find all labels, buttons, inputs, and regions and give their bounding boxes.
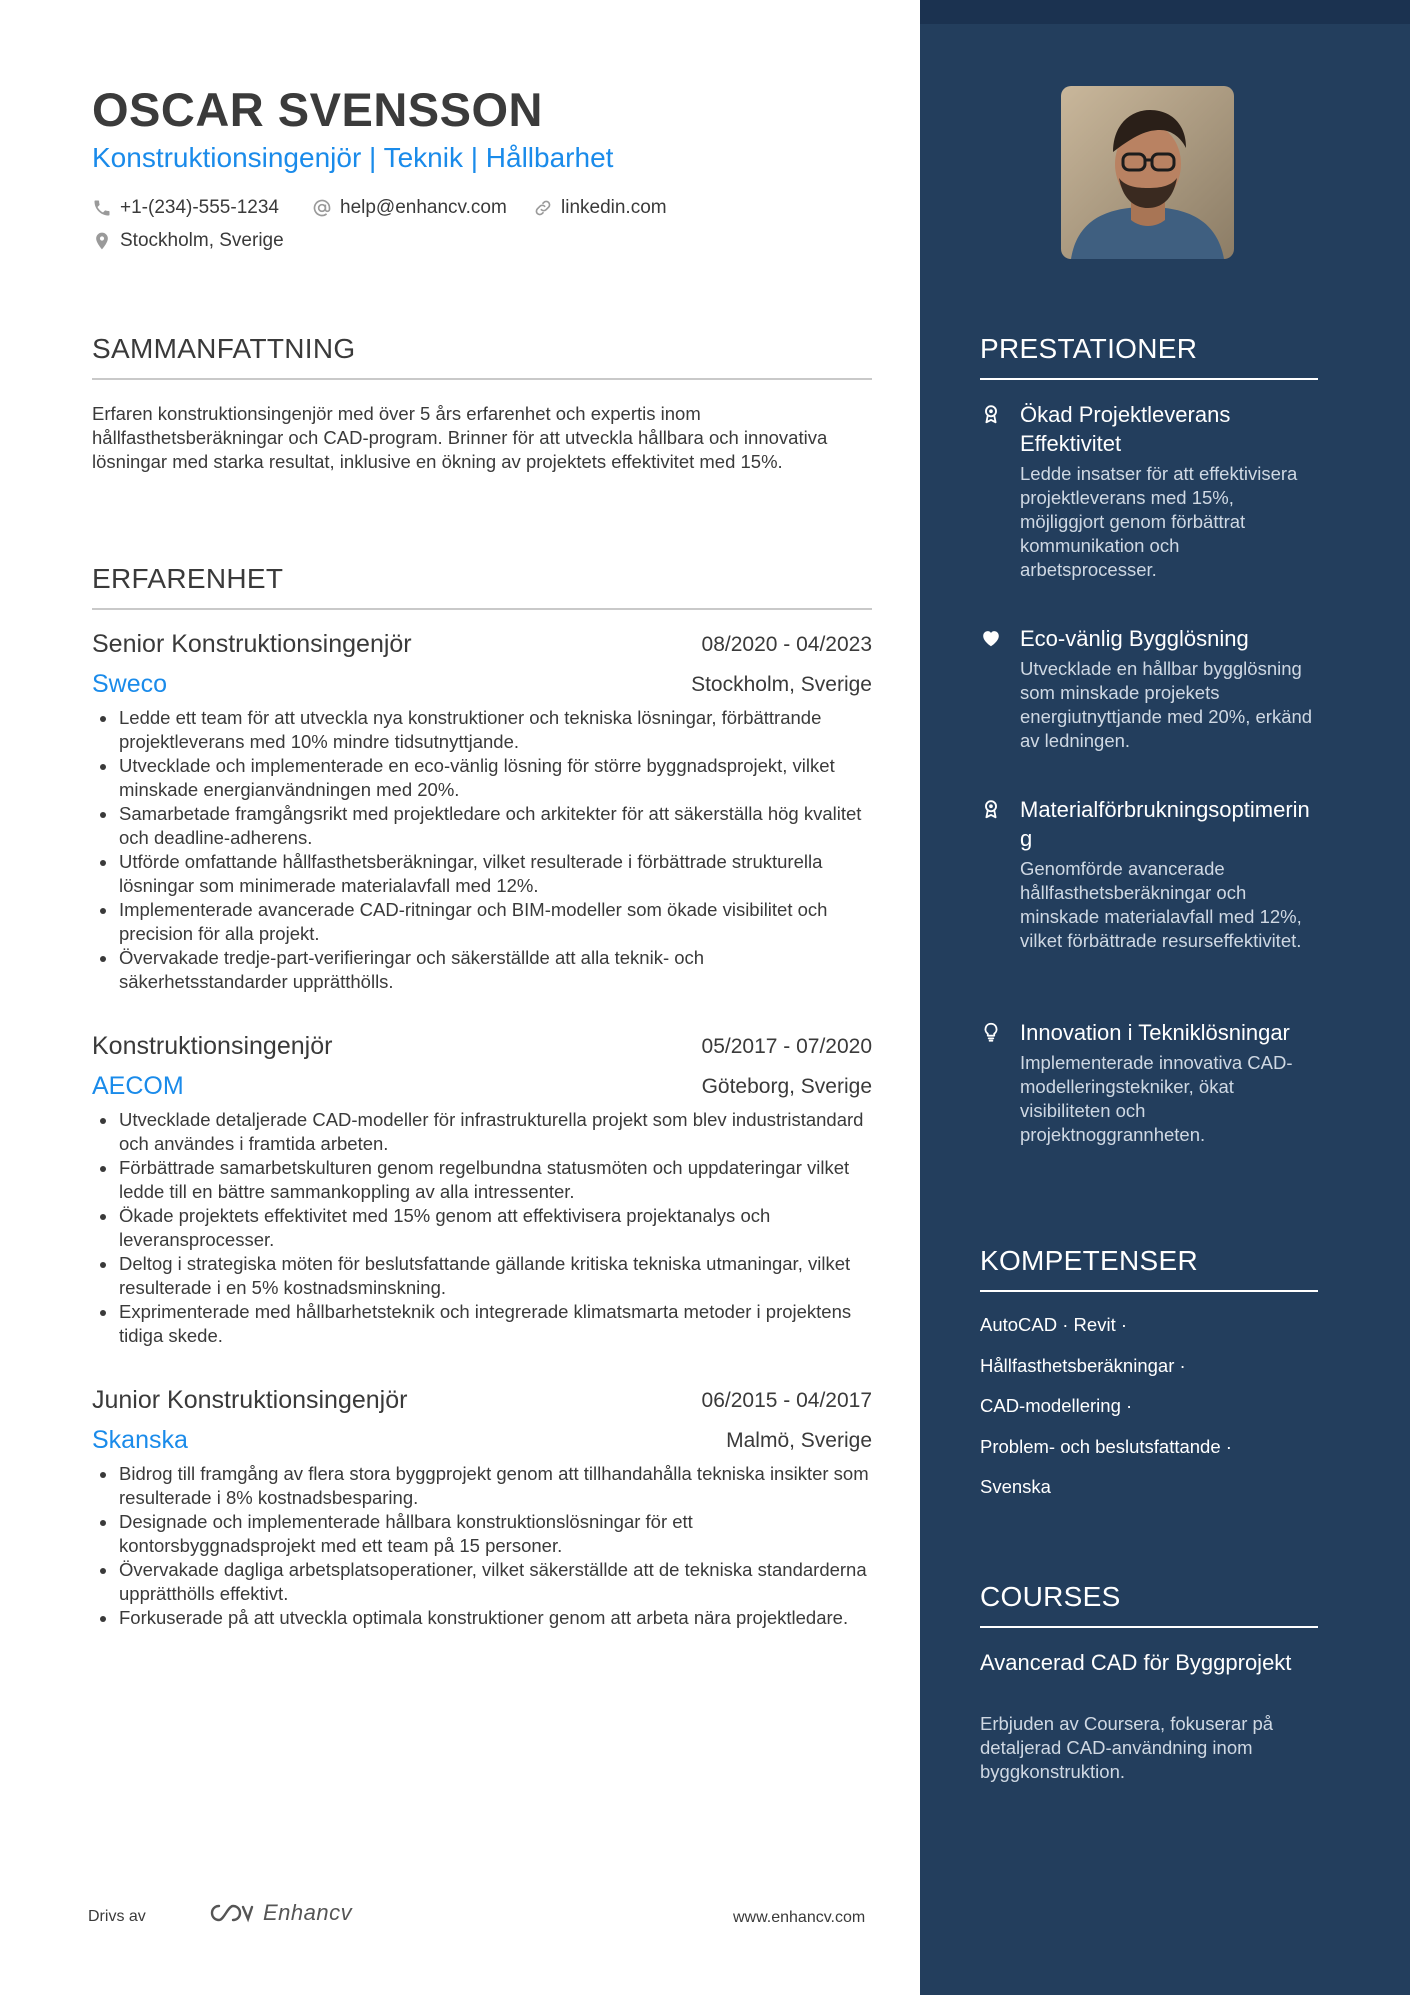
- summary-divider: [92, 378, 872, 380]
- skill-line: CAD-modellering ·: [980, 1395, 1133, 1416]
- bullet-item: Förbättrade samarbetskulturen genom regelbundna statusmöten och uppdateringar vilket ledde till en bättre sammankoppling av alla intressenter.: [92, 1156, 872, 1204]
- location-pin-icon: [92, 231, 112, 251]
- job-location: Malmö, Sverige: [726, 1429, 872, 1452]
- bullet-item: Forkuserade på att utveckla optimala konstruktioner genom att arbeta nära projektledare.: [92, 1606, 872, 1630]
- achievement-item: [980, 624, 1320, 753]
- job-bullets: [92, 706, 872, 994]
- job-bullets: [92, 1462, 872, 1630]
- contact-location: [92, 230, 284, 252]
- bullet-item: Ökade projektets effektivitet med 15% genom att effektivisera projektanalys och leveransprocesser.: [92, 1204, 872, 1252]
- job-title: Junior Konstruktionsingenjör: [92, 1386, 408, 1414]
- bullet-item: Ledde ett team för att utveckla nya konstruktioner och tekniska lösningar, förbättrande projektleverans med 10% mindre tidsutnyttjande.: [92, 706, 872, 754]
- achievement-description: Implementerade innovativa CAD-modelleringstekniker, ökat visibiliteten och projektnoggrannheten.: [1020, 1052, 1293, 1145]
- skill-line: Problem- och beslutsfattande ·: [980, 1435, 1232, 1457]
- linkedin-text: linkedin.com: [561, 197, 667, 218]
- job-location: Göteborg, Sverige: [701, 1075, 872, 1098]
- bullet-item: Utvecklade och implementerade en eco-vänlig lösning för större byggnadsprojekt, vilket minskade energianvändningen med 20%.: [92, 754, 872, 802]
- achievement-title: Ökad Projektleverans Effektivitet: [1020, 402, 1231, 456]
- courses-divider: [980, 1626, 1318, 1628]
- bullet-item: Implementerade avancerade CAD-ritningar och BIM-modeller som ökade visibilitet och precision för alla projekt.: [92, 898, 872, 946]
- summary-title: SAMMANFATTNING: [92, 333, 356, 364]
- job-title: Konstruktionsingenjör: [92, 1032, 333, 1060]
- contact-linkedin[interactable]: [533, 197, 667, 219]
- job-bullets: [92, 1108, 872, 1348]
- bullet-item: Utvecklade detaljerade CAD-modeller för infrastrukturella projekt som blev industristandard och användes i framtida arbeten.: [92, 1108, 872, 1156]
- achievement-item: [980, 400, 1320, 582]
- skill-line: Svenska: [980, 1476, 1051, 1497]
- headline: Konstruktionsingenjör | Teknik | Hållbarhet: [92, 142, 614, 173]
- bullet-item: Övervakade dagliga arbetsplatsoperationer, vilket säkerställde att de tekniska standarderna upprätthölls effektivt.: [92, 1558, 872, 1606]
- skills-divider: [980, 1290, 1318, 1292]
- bullet-item: Samarbetade framgångsrikt med projektledare och arkitekter för att säkerställa hög kvalitet och deadline-adherens.: [92, 802, 872, 850]
- company-name[interactable]: Sweco: [92, 670, 168, 698]
- link-icon: [533, 198, 553, 218]
- job-dates: 06/2015 - 04/2017: [701, 1389, 872, 1412]
- job-location: Stockholm, Sverige: [691, 673, 872, 696]
- job-dates: 05/2017 - 07/2020: [701, 1035, 872, 1058]
- achievement-description: Utvecklade en hållbar bygglösning som minskade projekets energiutnyttjande med 20%, erkänd av ledningen.: [1020, 658, 1313, 751]
- contact-phone[interactable]: [92, 197, 279, 219]
- award-icon: [980, 798, 1002, 820]
- avatar-portrait-icon: [1061, 86, 1234, 259]
- location-text: Stockholm, Sverige: [120, 230, 284, 251]
- phone-icon: [92, 198, 112, 218]
- candidate-name: OSCAR SVENSSON: [92, 83, 543, 136]
- bullet-item: Deltog i strategiska möten för beslutsfattande gällande kritiska tekniska utmaningar, vilket resulterade i en 5% kostnadsminskning.: [92, 1252, 872, 1300]
- skills-list: [980, 1310, 1320, 1513]
- achievement-item: [980, 1018, 1320, 1147]
- skill-line: Hållfasthetsberäkningar ·: [980, 1354, 1186, 1376]
- bullet-item: Bidrog till framgång av flera stora byggprojekt genom att tillhandahålla tekniska insikter som resulterade i 8% kostnadsbesparing.: [92, 1462, 872, 1510]
- achievement-title: Materialförbrukningsoptimering: [1020, 797, 1310, 851]
- courses-title: COURSES: [980, 1581, 1121, 1612]
- job-entry: [92, 1032, 872, 1348]
- at-icon: [312, 198, 332, 218]
- lightbulb-icon: [980, 1021, 1002, 1043]
- achievements-divider: [980, 378, 1318, 380]
- achievement-description: Ledde insatser för att effektivisera projektleverans med 15%, möjliggjort genom förbättrat kommunikation och arbetsprocesser.: [1020, 463, 1298, 580]
- infinity-logo-icon: [207, 1901, 255, 1925]
- achievements-title: PRESTATIONER: [980, 333, 1198, 364]
- award-icon: [980, 403, 1002, 425]
- course-title: Avancerad CAD för Byggprojekt: [980, 1650, 1292, 1675]
- achievement-title: Innovation i Tekniklösningar: [1020, 1020, 1290, 1045]
- achievement-item: [980, 795, 1320, 953]
- company-name[interactable]: AECOM: [92, 1072, 184, 1100]
- sidebar-top-bar: [920, 0, 1410, 24]
- bullet-item: Övervakade tredje-part-verifieringar och säkerställde att alla teknik- och säkerhetsstandarder upprätthölls.: [92, 946, 872, 994]
- profile-photo: [1061, 86, 1234, 259]
- heart-icon: [980, 627, 1002, 649]
- email-text: help@enhancv.com: [340, 197, 507, 218]
- bullet-item: Exprimenterade med hållbarhetsteknik och integrerade klimatsmarta metoder i projektens tidiga skede.: [92, 1300, 872, 1348]
- sidebar: [920, 0, 1410, 1995]
- skills-title: KOMPETENSER: [980, 1245, 1199, 1276]
- bullet-item: Designade och implementerade hållbara konstruktionslösningar för ett kontorsbyggnadsprojekt med ett team på 15 personer.: [92, 1510, 872, 1558]
- course-description: Erbjuden av Coursera, fokuserar på detaljerad CAD-användning inom byggkonstruktion.: [980, 1713, 1274, 1782]
- enhancv-logo[interactable]: [207, 1900, 352, 1926]
- achievement-description: Genomförde avancerade hållfasthetsberäkningar och minskade materialavfall med 12%, vilket förbättrade resurseffektivitet.: [1020, 858, 1302, 951]
- enhancv-brand: Enhancv: [263, 1900, 353, 1925]
- job-title: Senior Konstruktionsingenjör: [92, 630, 412, 658]
- powered-by-label: Drivs av: [88, 1908, 146, 1925]
- job-dates: 08/2020 - 04/2023: [701, 633, 872, 656]
- summary-text: Erfaren konstruktionsingenjör med över 5 års erfarenhet och expertis inom hållfasthetsberäkningar och CAD-program. Brinner för att utveckla hållbara och innovativa lösningar med starka resultat, inklusive en ökning av projektets effektivitet med 15%.: [92, 403, 828, 472]
- bullet-item: Utförde omfattande hållfasthetsberäkningar, vilket resulterade i förbättrade strukturella lösningar som minimerade materialavfall med 12%.: [92, 850, 872, 898]
- achievement-title: Eco-vänlig Bygglösning: [1020, 626, 1249, 651]
- experience-divider: [92, 608, 872, 610]
- skill-line: AutoCAD · Revit ·: [980, 1314, 1128, 1335]
- experience-title: ERFARENHET: [92, 563, 284, 594]
- phone-text: +1-(234)-555-1234: [120, 197, 279, 218]
- footer-url[interactable]: www.enhancv.com: [733, 1909, 866, 1926]
- contact-email[interactable]: [312, 197, 507, 219]
- job-entry: [92, 630, 872, 994]
- job-entry: [92, 1386, 872, 1630]
- company-name[interactable]: Skanska: [92, 1426, 188, 1454]
